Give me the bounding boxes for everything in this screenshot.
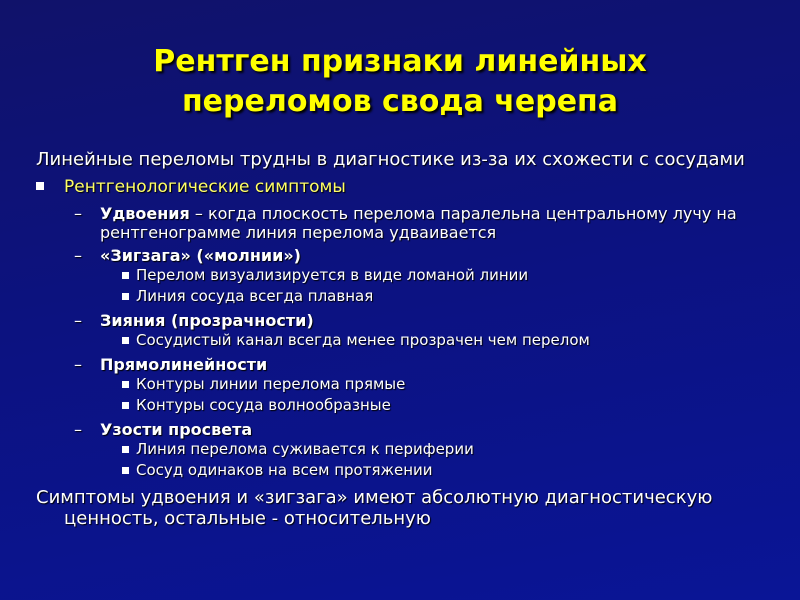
square-bullet-icon — [122, 446, 129, 453]
symptom-point-text: Линия сосуда всегда плавная — [136, 287, 374, 305]
section-heading — [36, 177, 776, 198]
symptom-item — [36, 420, 776, 439]
square-bullet-icon — [122, 337, 129, 344]
symptom-item — [36, 311, 776, 330]
symptom-description: – когда плоскость перелома паралельна центральному лучу на рентгенограмме линия перелома удваивается — [100, 204, 737, 242]
symptom-point-text: Контуры сосуда волнообразные — [136, 396, 391, 414]
symptom-name: «Зигзага» («молнии») — [100, 246, 301, 265]
symptom-point-text: Перелом визуализируется в виде ломаной линии — [136, 266, 529, 284]
square-bullet-icon — [122, 381, 129, 388]
square-bullet-icon — [122, 402, 129, 409]
symptom-point — [36, 395, 776, 416]
slide-title — [60, 42, 740, 122]
dash-bullet-icon: – — [74, 420, 82, 439]
symptom-item — [36, 204, 776, 242]
symptom-item — [36, 355, 776, 374]
symptom-point-text: Линия перелома суживается к периферии — [136, 440, 474, 458]
slide-body — [36, 149, 776, 529]
dash-bullet-icon: – — [74, 246, 82, 265]
slide-title-line2: переломов свода черепа — [181, 84, 619, 119]
dash-bullet-icon: – — [74, 311, 82, 330]
intro-text: Линейные переломы трудны в диагностике из-за их схожести с сосудами — [36, 149, 745, 170]
symptom-point — [36, 460, 776, 481]
symptom-item — [36, 246, 776, 265]
square-bullet-icon — [122, 272, 129, 279]
square-bullet-icon — [122, 467, 129, 474]
symptom-name: Прямолинейности — [100, 355, 268, 374]
section-heading-text: Рентгенологические симптомы — [64, 177, 346, 197]
symptom-point — [36, 439, 776, 460]
square-bullet-icon — [36, 182, 44, 190]
square-bullet-icon — [122, 293, 129, 300]
symptom-point — [36, 265, 776, 286]
conclusion-text: Симптомы удвоения и «зигзага» имеют абсолютную диагностическую ценность, остальные - относительную — [36, 487, 713, 529]
symptom-name: Узости просвета — [100, 420, 253, 439]
symptom-point — [36, 374, 776, 395]
symptom-name: Зияния (прозрачности) — [100, 311, 314, 330]
dash-bullet-icon: – — [74, 204, 82, 223]
symptom-point-text: Сосуд одинаков на всем протяжении — [136, 461, 433, 479]
symptom-point — [36, 286, 776, 307]
symptom-point-text: Контуры линии перелома прямые — [136, 375, 406, 393]
symptom-name: Удвоения — [100, 204, 190, 223]
dash-bullet-icon: – — [74, 355, 82, 374]
slide-title-line1: Рентген признаки линейных — [153, 44, 647, 79]
symptom-point-text: Сосудистый канал всегда менее прозрачен чем перелом — [136, 331, 590, 349]
symptom-point — [36, 330, 776, 351]
